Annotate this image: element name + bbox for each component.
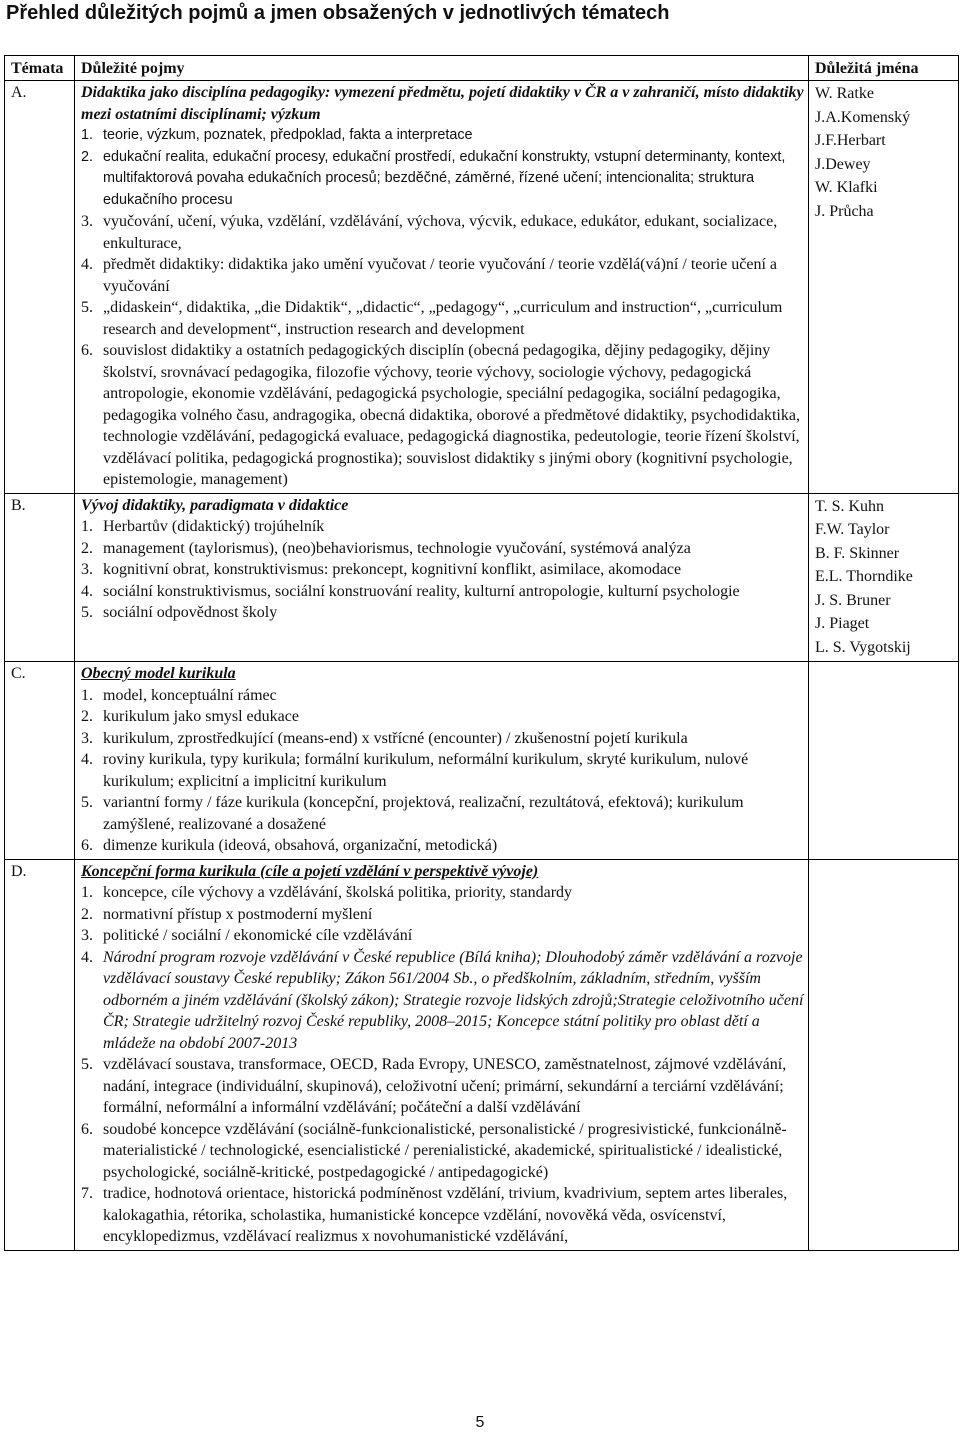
item-number: 2. [81, 905, 93, 923]
name-entry: L. S. Vygotskij [815, 638, 911, 656]
item-number: 5. [81, 299, 93, 316]
item-number: 1. [81, 127, 94, 143]
item-number: 2. [81, 539, 93, 557]
topics-table [4, 55, 959, 1251]
section-row-d [5, 859, 959, 1250]
list-item [81, 211, 804, 254]
list-item [81, 792, 804, 835]
item-number: 7. [81, 1185, 93, 1202]
list-item [81, 749, 804, 792]
item-text: normativní přístup x postmoderní myšlení [103, 905, 373, 923]
item-text: dimenze kurikula (ideová, obsahová, organizační, metodická) [103, 837, 498, 854]
item-text: vzdělávací soustava, transformace, OECD, Rada Evropy, UNESCO, zaměstnatelnost, zájmové vzdělávání, nadání, integrace (individuální, skupinová), celoživotní učení; primární, sekundární a terciární vzdělávání; formální, neformální a informální vzdělávání; počáteční a další vzdělávání [103, 1056, 787, 1116]
concept-list [81, 125, 804, 491]
item-text: Herbartův (didaktický) trojúhelník [103, 518, 325, 535]
name-entry: J. S. Bruner [815, 591, 891, 609]
item-number: 5. [81, 1056, 93, 1073]
table-header-row [5, 56, 959, 81]
name-entry: F.W. Taylor [815, 521, 890, 538]
name-entry: E.L. Thorndike [815, 568, 913, 585]
section-names [809, 662, 959, 860]
section-letter: D. [5, 859, 75, 1250]
list-item [81, 297, 804, 340]
list-item [81, 602, 804, 624]
name-entry: B. F. Skinner [815, 544, 900, 562]
item-number: 2. [81, 148, 94, 165]
list-item [81, 516, 804, 538]
item-text: kurikulum, zprostředkující (means-end) x vstřícné (encounter) / zkušenostní pojetí kurikula [103, 729, 688, 747]
item-number: 1. [81, 518, 93, 535]
name-entry: J.F.Herbart [815, 132, 886, 149]
list-item [81, 581, 804, 603]
section-concepts [75, 493, 809, 662]
item-number: 4. [81, 948, 93, 966]
page-number: 5 [475, 1414, 485, 1431]
name-entry: J.Dewey [815, 155, 871, 173]
item-text: sociální konstruktivismus, sociální konstruování reality, kulturní antropologie, kulturní psychologie [103, 582, 740, 600]
section-concepts [75, 662, 809, 860]
item-number: 6. [81, 837, 93, 854]
section-title: Obecný model kurikula [81, 665, 236, 682]
item-number: 2. [81, 708, 93, 725]
item-number: 5. [81, 604, 93, 621]
name-entry: W. Ratke [815, 85, 874, 102]
concept-list [81, 516, 804, 624]
section-concepts [75, 81, 809, 494]
name-entry: J. Průcha [815, 202, 874, 220]
item-text: předmět didaktiky: didaktika jako umění vyučovat / teorie vyučování / teorie vzdělá(vá)ní / teorie učení a vyučování [103, 256, 777, 295]
header-names: Důležitá jména [809, 56, 959, 81]
header-topics: Témata [5, 56, 75, 81]
item-number: 5. [81, 794, 93, 811]
section-names [809, 493, 959, 662]
section-row-c [5, 662, 959, 860]
item-number: 4. [81, 582, 93, 600]
item-text: tradice, hodnotová orientace, historická podmíněnost vzdělání, trivium, kvadrivium, septem artes liberales, kalokagathia, rétorika, scholastika, humanistické koncepce vzdělání, novověká věda, osvícenství, encyklopedizmus, vzdělávací realizmus x novohumanistické vzdělávání, [103, 1185, 788, 1245]
list-item [81, 1183, 804, 1248]
item-text: souvislost didaktiky a ostatních pedagogických disciplín (obecná pedagogika, dějiny pedagogiky, dějiny školství, srovnávací pedagogika, filozofie výchovy, teorie výchovy, sociologie výchovy, pedagogická antropologie, ekonomie vzdělávání, pedagogická psychologie, speciální pedagogika, sociální pedagogika, pedagogika volného času, andragogika, obecná didaktika, oborové a předmětové didaktiky, psychodidaktika, technologie vzdělávání, pedagogická evaluace, pedagogická diagnostika, pedeutologie, teorie řízení školství, vzdělávací politika, pedagogická prognostika); souvislost didaktiky s jinými obory (kognitivní psychologie, epistemologie, management) [103, 342, 800, 488]
list-item [81, 835, 804, 857]
section-title: Vývoj didaktiky, paradigmata v didaktice [81, 496, 349, 514]
section-letter: A. [5, 81, 75, 494]
header-concepts: Důležité pojmy [75, 56, 809, 81]
section-concepts [75, 859, 809, 1250]
item-text: teorie, výzkum, poznatek, předpoklad, fakta a interpretace [103, 127, 473, 143]
list-item [81, 706, 804, 728]
list-item [81, 340, 804, 491]
list-item [81, 538, 804, 560]
item-text: koncepce, cíle výchovy a vzdělávání, školská politika, priority, standardy [103, 884, 573, 901]
item-number: 6. [81, 1120, 93, 1138]
item-text: variantní formy / fáze kurikula (koncepční, projektová, realizační, rezultátová, efektová); kurikulum zamýšlené, realizované a dosažené [103, 794, 744, 833]
list-item [81, 685, 804, 707]
section-names [809, 859, 959, 1250]
list-item [81, 1119, 804, 1184]
item-text: vyučování, učení, výuka, vzdělání, vzdělávání, výchova, výcvik, edukace, edukátor, edukant, socializace, enkulturace, [103, 213, 778, 252]
item-number: 4. [81, 256, 93, 273]
section-letter: C. [5, 662, 75, 860]
list-item [81, 728, 804, 750]
section-row-b [5, 493, 959, 662]
name-entry: T. S. Kuhn [815, 497, 885, 515]
item-number: 3. [81, 927, 93, 944]
list-item [81, 947, 804, 1055]
list-item [81, 1054, 804, 1119]
item-number: 3. [81, 729, 93, 747]
item-number: 1. [81, 884, 93, 901]
list-item [81, 147, 804, 212]
item-number: 3. [81, 561, 93, 578]
item-text: model, konceptuální rámec [103, 686, 277, 704]
item-number: 3. [81, 213, 93, 230]
item-text: soudobé koncepce vzdělávání (sociálně-funkcionalistické, personalistické / progresivistické, funkcionálně-materialistické / technologické, esencialistické / perenialistické, akademické, spiritualistické / idealistické, psychologické, sociálně-kritické, postpedagogické / antipedagogické) [103, 1120, 787, 1181]
item-text: „didaskein“, didaktika, „die Didaktik“, „didactic“, „pedagogy“, „curriculum and instruction“, „curriculum research and development“, instruction research and development [103, 299, 783, 338]
list-item [81, 882, 804, 904]
section-row-a [5, 81, 959, 494]
list-item [81, 125, 804, 147]
list-item [81, 559, 804, 581]
section-title: Koncepční forma kurikula (cíle a pojetí vzdělání v perspektivě vývoje) [81, 862, 539, 880]
section-title: Didaktika jako disciplína pedagogiky: vymezení předmětu, pojetí didaktiky v ČR a v zahraničí, místo didaktiky mezi ostatními disciplínami; výzkum [81, 84, 804, 123]
name-entry: W. Klafki [815, 179, 878, 196]
section-names [809, 81, 959, 494]
name-entry: J.A.Komenský [815, 108, 911, 126]
list-item [81, 925, 804, 947]
item-text: management (taylorismus), (neo)behaviorismus, technologie vyučování, systémová analýza [103, 539, 691, 557]
item-text: kognitivní obrat, konstruktivismus: prekoncept, kognitivní konflikt, asimilace, akomodace [103, 561, 682, 578]
item-text: sociální odpovědnost školy [103, 604, 278, 621]
item-text: Národní program rozvoje vzdělávání v České republice (Bílá kniha); Dlouhodobý záměr vzdělávání a rozvoje vzdělávací soustavy České republiky; Zákon 561/2004 Sb., o předškolním, základním, středním, vyšším odborném a jiném vzdělávání (školský zákon); Strategie rozvoje lidských zdrojů;Strategie celoživotního učení ČR; Strategie udržitelný rozvoj České republiky, 2008–2015; Koncepce státní politiky pro oblast dětí a mládeže na období 2007-2013 [103, 948, 804, 1052]
concept-list [81, 685, 804, 857]
list-item [81, 904, 804, 926]
item-text: edukační realita, edukační procesy, edukační prostředí, edukační konstrukty, vstupní determinanty, kontext, multifaktorová povaha edukačních procesů; bezděčné, záměrné, řízené učení; intencionalita; struktura edukačního procesu [103, 148, 786, 208]
item-number: 1. [81, 686, 93, 704]
item-number: 6. [81, 342, 93, 359]
concept-list [81, 882, 804, 1248]
item-text: kurikulum jako smysl edukace [103, 708, 299, 725]
item-text: roviny kurikula, typy kurikula; formální kurikulum, neformální kurikulum, skryté kurikulum, nulové kurikulum; explicitní a implicitní kurikulum [103, 751, 749, 790]
item-number: 4. [81, 751, 93, 768]
name-entry: J. Piaget [815, 615, 870, 632]
list-item [81, 254, 804, 297]
item-text: politické / sociální / ekonomické cíle vzdělávání [103, 927, 413, 944]
section-letter: B. [5, 493, 75, 662]
page-title: Přehled důležitých pojmů a jmen obsažených v jednotlivých tématech [6, 2, 670, 24]
